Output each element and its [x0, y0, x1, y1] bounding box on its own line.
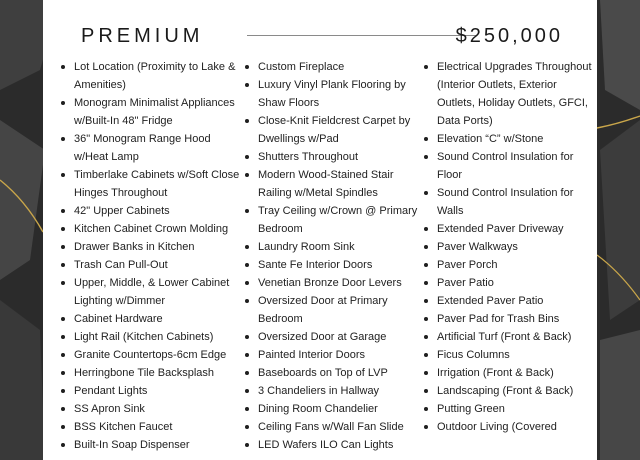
feature-item: Built-In Soap Dispenser [60, 436, 242, 454]
feature-item: Baseboards on Top of LVP [244, 364, 420, 382]
feature-item: Outdoor Living (Covered [423, 418, 593, 436]
feature-item: 36" Monogram Range Hood w/Heat Lamp [60, 130, 242, 166]
feature-item: Ceiling Fans w/Wall Fan Slide [244, 418, 420, 436]
package-price: $250,000 [455, 25, 563, 47]
feature-column-3 [423, 58, 593, 436]
feature-item: Dining Room Chandelier [244, 400, 420, 418]
feature-item: LED Wafers ILO Can Lights [244, 436, 420, 454]
feature-item: Close-Knit Fieldcrest Carpet by Dwellings w/Pad [244, 112, 420, 148]
feature-item: Herringbone Tile Backsplash [60, 364, 242, 382]
feature-item: Sound Control Insulation for Floor [423, 148, 593, 184]
feature-item: Custom Fireplace [244, 58, 420, 76]
feature-item: Paver Walkways [423, 238, 593, 256]
sheet-header [81, 22, 563, 50]
feature-item: Upper, Middle, & Lower Cabinet Lighting w/Dimmer [60, 274, 242, 310]
feature-item: Ficus Columns [423, 346, 593, 364]
price-sheet-card [43, 0, 597, 460]
feature-item: Monogram Minimalist Appliances w/Built-In 48" Fridge [60, 94, 242, 130]
feature-item: BSS Kitchen Faucet [60, 418, 242, 436]
feature-item: Putting Green [423, 400, 593, 418]
feature-item: Extended Paver Driveway [423, 220, 593, 238]
feature-item: Extended Paver Patio [423, 292, 593, 310]
feature-item: Tray Ceiling w/Crown @ Primary Bedroom [244, 202, 420, 238]
feature-item: Paver Patio [423, 274, 593, 292]
feature-item: Electrical Upgrades Throughout (Interior Outlets, Exterior Outlets, Holiday Outlets, GFCI, Data Ports) [423, 58, 593, 130]
feature-item: Pendant Lights [60, 382, 242, 400]
feature-column-1 [60, 58, 242, 454]
feature-column-2 [244, 58, 420, 454]
feature-item: Drawer Banks in Kitchen [60, 238, 242, 256]
feature-item: 42" Upper Cabinets [60, 202, 242, 220]
feature-item: Landscaping (Front & Back) [423, 382, 593, 400]
feature-item: SS Apron Sink [60, 400, 242, 418]
feature-item: Light Rail (Kitchen Cabinets) [60, 328, 242, 346]
feature-item: Shutters Throughout [244, 148, 420, 166]
package-title: PREMIUM [81, 25, 204, 47]
feature-item: 3 Chandeliers in Hallway [244, 382, 420, 400]
feature-item: Elevation “C” w/Stone [423, 130, 593, 148]
feature-item: Paver Pad for Trash Bins [423, 310, 593, 328]
feature-item: Lot Location (Proximity to Lake & Amenities) [60, 58, 242, 94]
feature-item: Laundry Room Sink [244, 238, 420, 256]
feature-item: Trash Can Pull-Out [60, 256, 242, 274]
feature-item: Timberlake Cabinets w/Soft Close Hinges Throughout [60, 166, 242, 202]
feature-item: Granite Countertops-6cm Edge [60, 346, 242, 364]
header-divider [247, 35, 477, 36]
feature-item: Oversized Door at Primary Bedroom [244, 292, 420, 328]
feature-item: Modern Wood-Stained Stair Railing w/Metal Spindles [244, 166, 420, 202]
feature-item: Paver Porch [423, 256, 593, 274]
feature-item: Cabinet Hardware [60, 310, 242, 328]
feature-item: Luxury Vinyl Plank Flooring by Shaw Floors [244, 76, 420, 112]
feature-item: Irrigation (Front & Back) [423, 364, 593, 382]
feature-item: Sound Control Insulation for Walls [423, 184, 593, 220]
feature-item: Oversized Door at Garage [244, 328, 420, 346]
feature-item: Venetian Bronze Door Levers [244, 274, 420, 292]
feature-item: Kitchen Cabinet Crown Molding [60, 220, 242, 238]
feature-item: Artificial Turf (Front & Back) [423, 328, 593, 346]
feature-item: Painted Interior Doors [244, 346, 420, 364]
feature-item: Sante Fe Interior Doors [244, 256, 420, 274]
